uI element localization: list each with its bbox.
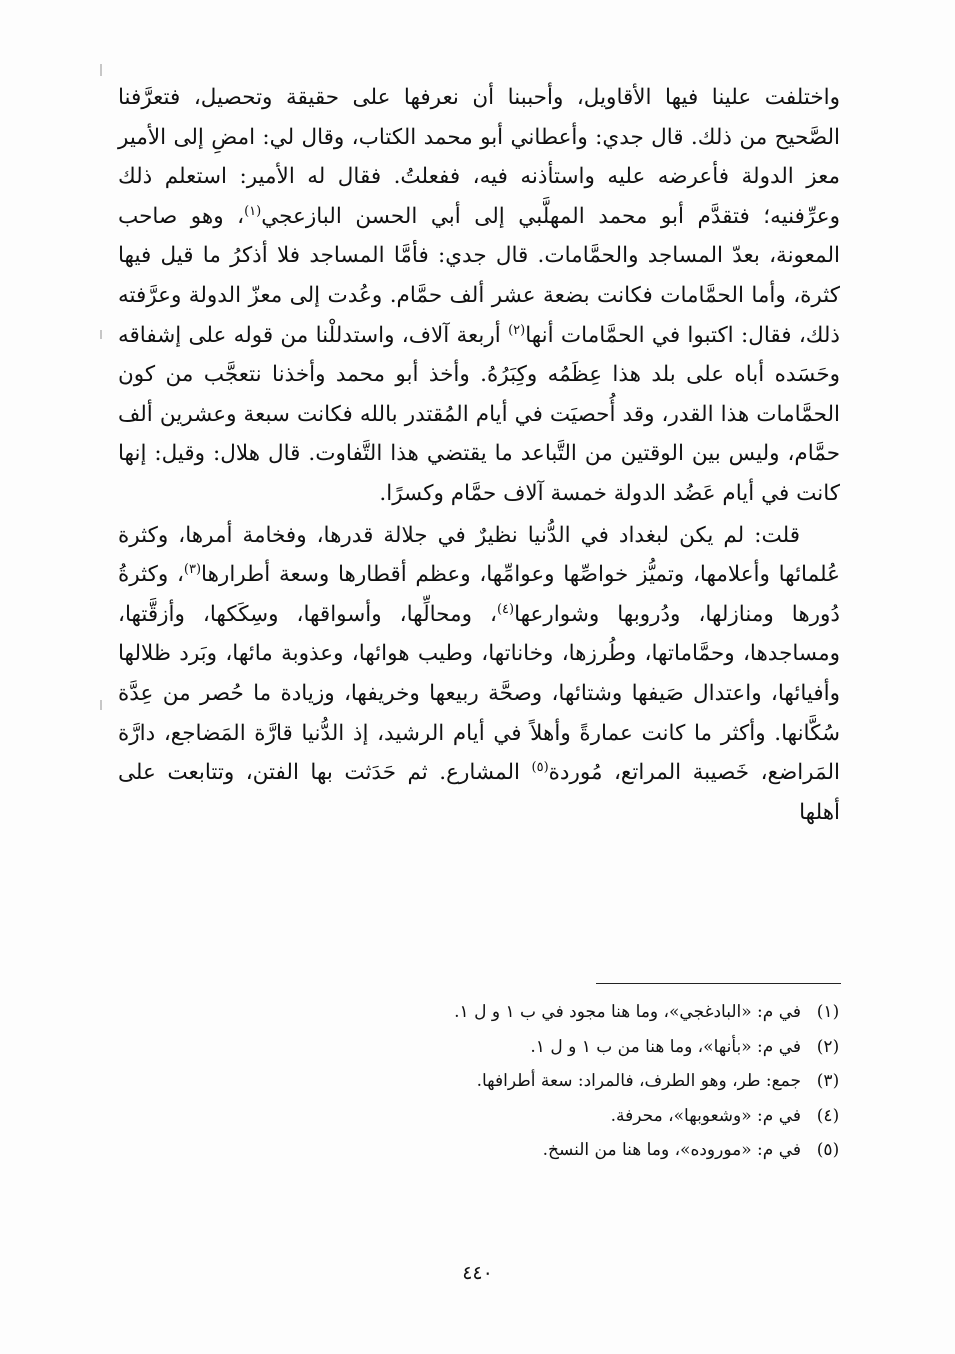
footnote-text: في م: «وشعوبها»، محرفة. [610,1105,801,1126]
footnote-number: (١) [816,1002,840,1022]
footnote-text: جمع: طر، وهو الطرف، فالمراد: سعة أطرافها. [476,1071,801,1091]
footnote-number: (٢) [816,1036,840,1057]
scan-artifact-mark [100,330,102,339]
text-run: ، وكثرةُ دُورها ومنازلها، ودُروبها وشوارعها [118,562,840,627]
footnote-3 [300,1064,841,1099]
footnote-ref-4: (٤) [496,601,515,617]
text-run: ، ومحالِّها، وأسواقها، وسِكَكها، وأزقَّتها، ومساجدها، وحمَّاماتها، وطُرزها، وخاناتها، وطيب هوائها، وعذوبة مائها، وبَرد ظلالها وأفيائها، واعتدال صَيفها وشتائها، وصحَّة ربيعها وخريفها، وزيادة ما حُصر من عِدَّة سُكَّانها. وأكثر ما كانت عمارةً وأهلاً في أيام الرشيد، إذ الدُّنيا قارَّة المَضاجع، دارَّة المَراضع، خَصيبة المراتع، مُوردة [118,601,840,786]
footnote-4 [300,1099,841,1134]
footnote-ref-5: (٥) [531,759,549,775]
footnote-number: (٥) [816,1140,840,1160]
footnote-number: (٣) [816,1071,840,1091]
footnotes [300,995,841,1168]
footnote-text: في م: «موروده»، وما هنا من النسخ. [542,1140,801,1160]
footnote-text: في م: «بأنها»، وما هنا من ب ١ و ل ١. [530,1036,801,1057]
paragraph-2 [118,516,840,833]
text-run: قلت: لم يكن لبغداد في الدُّنيا نظيرٌ في جلالة قدرها، وفخامة أمرها، وكثرة عُلمائها وأعلامها، وتميُّز خواصِّها وعوامِّها، وعظم أقطارها وسعة أطرارها [118,522,840,588]
main-text [118,78,840,832]
text-run: واختلفت علينا فيها الأقاويل، وأحببنا أن نعرفها على حقيقة وتحصيل، فتعرَّفنا الصَّحيح من ذلك. قال جدي: وأعطاني أبو محمد الكتاب، وقال لي: امضِ إلى الأمير معز الدولة فأعرضه عليه واستأذنه فيه، ففعلتُ. فقال له الأمير: استعلم ذلك وعرِّفنيه؛ فتقدَّم أبو محمد المهلَّبي إلى أبي الحسن البازعجي [118,85,840,229]
paragraph-1 [118,78,840,514]
footnote-ref-2: (٢) [508,322,526,338]
footnote-1 [300,995,841,1030]
scan-artifact-mark [100,64,102,76]
footnote-ref-3: (٣) [183,561,202,577]
footnote-2 [300,1030,841,1065]
text-run: ، وهو صاحب المعونة، بعدّ المساجد والحمَّامات. قال جدي: فأمَّا المساجد فلا أذكرُ ما قيل فيها كثرة، وأما الحمَّامات فكانت بضعة عشر ألف حمَّام. وعُدت إلى معزّ الدولة وعرَّفته ذلك، فقال: اكتبوا في الحمَّامات أنها [118,203,841,348]
footnote-separator [596,983,841,984]
footnote-ref-1: (١) [244,203,262,219]
footnote-5 [300,1133,841,1168]
text-run: أربعة آلاف، واستدللْنا من قوله على إشفاقه وحَسَده أباه على بلد هذا عِظَمُه وكِبَرُهُ. وأخذ أبو محمد وأخذنا نتعجَّب من كون الحمَّامات هذا القدر، وقد أُحصيَت في أيام المُقتدر بالله فكانت سبعة وعشرين ألف حمَّام، وليس بين الوقتين من التَّباعد ما يقتضي هذا التَّفاوت. قال هلال: وقيل: إنها كانت في أيام عَضُد الدولة خمسة آلاف حمَّام وكسرًا. [118,322,840,506]
text-run: المشارع. ثم حَدَثت بها الفتن، وتتابعت على أهلها [118,760,840,825]
footnote-number: (٤) [816,1105,840,1126]
scan-artifact-mark [100,700,102,710]
footnote-text: في م: «البادغجي»، وما هنا مجود في ب ١ و ل ١. [454,1002,801,1022]
page-number: ٤٤٠ [462,1262,493,1284]
